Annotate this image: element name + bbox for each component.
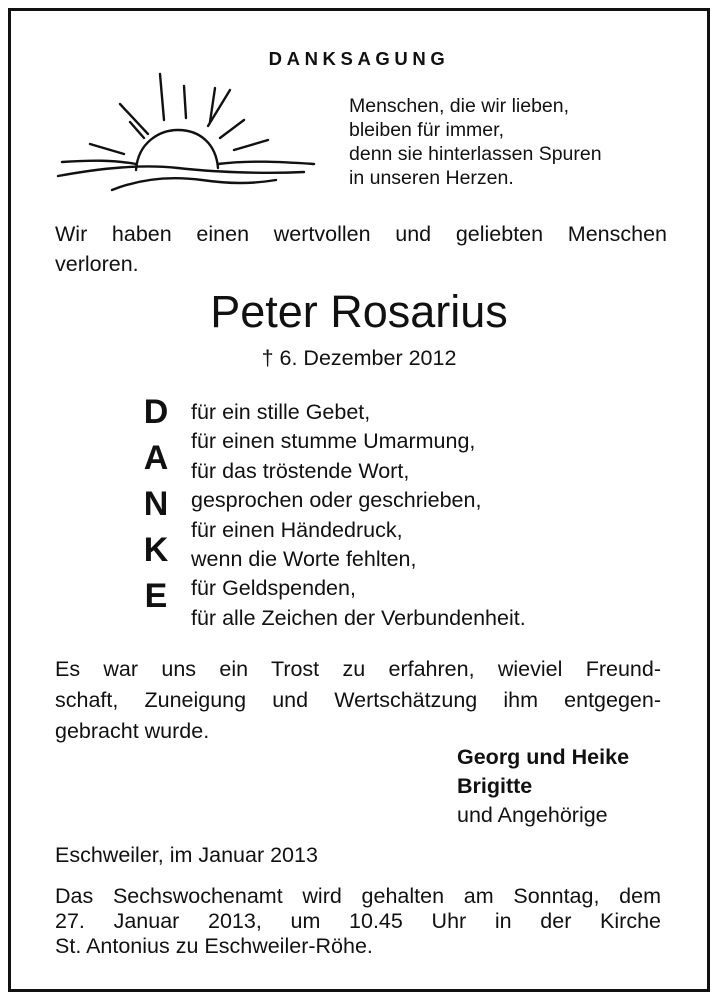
intro-text	[55, 219, 667, 279]
sunrise-over-horizon-icon	[52, 72, 322, 198]
poem-line: denn sie hinterlassen Spuren	[349, 143, 602, 165]
danke-letter: D	[143, 393, 169, 431]
thanks-line: gesprochen oder geschrieben,	[191, 488, 482, 513]
consolation-line: schaft, Zuneigung und Wertschätzung ihm entgegen-	[55, 688, 661, 712]
thanks-line: für ein stille Gebet,	[191, 400, 371, 424]
danke-acrostic	[130, 389, 182, 619]
thanks-line: für alle Zeichen der Verbundenheit.	[191, 605, 526, 630]
signers	[457, 743, 629, 830]
thanks-list	[191, 398, 526, 633]
poem	[349, 94, 602, 190]
mass-line: St. Antonius zu Eschweiler-Röhe.	[55, 934, 373, 958]
notice-heading: DANKSAGUNG	[268, 48, 450, 69]
consolation-line: gebracht wurde.	[55, 719, 210, 743]
mass-line: 27. Januar 2013, um 10.45 Uhr in der Kirche	[55, 909, 661, 933]
consolation-line: Es war uns ein Trost zu erfahren, wieviel Freund-	[55, 657, 661, 681]
consolation-text	[55, 654, 661, 747]
death-date: † 6. Dezember 2012	[261, 346, 457, 370]
danke-letter: E	[144, 577, 168, 615]
danke-letter: N	[143, 485, 169, 523]
mass-line: Das Sechswochenamt wird gehalten am Sonntag, dem	[55, 884, 661, 908]
intro-line: Wir haben einen wertvollen und geliebten Menschen	[55, 222, 667, 246]
thanks-line: wenn die Worte fehlten,	[191, 547, 417, 572]
danke-letter: K	[143, 531, 169, 569]
signer-relatives: und Angehörige	[457, 803, 608, 827]
deceased-name: Peter Rosarius	[210, 286, 508, 337]
thanks-line: für Geldspenden,	[191, 576, 356, 601]
danke-letter: A	[143, 439, 169, 477]
thanks-line: für einen stumme Umarmung,	[191, 429, 476, 454]
signer-names: Brigitte	[457, 774, 533, 798]
thanks-line: für einen Händedruck,	[191, 517, 403, 542]
poem-line: Menschen, die wir lieben,	[349, 95, 570, 117]
thanks-line: für das tröstende Wort,	[191, 458, 410, 483]
signer-names: Georg und Heike	[457, 745, 630, 769]
poem-line: in unseren Herzen.	[349, 167, 514, 189]
intro-line: verloren.	[55, 252, 139, 276]
place-and-date: Eschweiler, im Januar 2013	[55, 843, 318, 867]
mass-announcement	[55, 884, 661, 959]
poem-line: bleiben für immer,	[349, 119, 504, 141]
